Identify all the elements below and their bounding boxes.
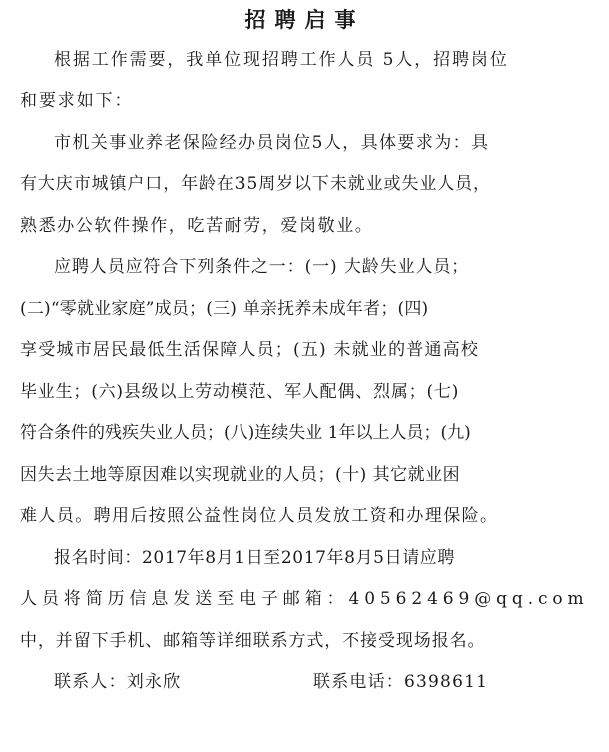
paragraph-line: 市机关事业养老保险经办员岗位5人，具体要求为：具 bbox=[54, 133, 490, 153]
contact-info bbox=[54, 670, 594, 694]
paragraph-line: 根据工作需要，我单位现招聘工作人员 5人，招聘岗位 bbox=[54, 50, 509, 70]
paragraph-line: 熟悉办公软件操作，吃苦耐劳，爱岗敬业。 bbox=[20, 216, 374, 236]
contact-person: 联系人：刘永欣 bbox=[54, 672, 182, 692]
paragraph-line: 和要求如下： bbox=[20, 91, 134, 111]
paragraph-line: 人员将简历信息发送至电子邮箱：40562469@qq.com bbox=[20, 589, 589, 609]
contact-phone: 联系电话：6398611 bbox=[313, 672, 489, 692]
paragraph-line: 享受城市居民最低生活保障人员；(五) 未就业的普通高校 bbox=[20, 340, 480, 360]
document-title: 招聘启事 bbox=[244, 7, 365, 32]
paragraph-line: 因失去土地等原因难以实现就业的人员；(十) 其它就业困 bbox=[20, 465, 461, 485]
paragraph-line: 报名时间：2017年8月1日至2017年8月5日请应聘 bbox=[54, 548, 455, 568]
paragraph-line: 毕业生；(六)县级以上劳动模范、军人配偶、烈属；(七) bbox=[20, 382, 460, 402]
paragraph-line: 应聘人员应符合下列条件之一：(一) 大龄失业人员； bbox=[54, 257, 470, 277]
paragraph-line: 有大庆市城镇户口，年龄在35周岁以下未就业或失业人员， bbox=[20, 174, 491, 194]
paragraph-line: 难人员。聘用后按照公益性岗位人员发放工资和办理保险。 bbox=[20, 506, 499, 526]
paragraph-line: 符合条件的残疾失业人员；(八)连续失业 1年以上人员；(九) bbox=[20, 423, 471, 443]
paragraph-line: (二)“零就业家庭”成员；(三) 单亲抚养未成年者；(四) bbox=[20, 299, 429, 319]
paragraph-line: 中，并留下手机、邮箱等详细联系方式，不接受现场报名。 bbox=[20, 631, 486, 651]
